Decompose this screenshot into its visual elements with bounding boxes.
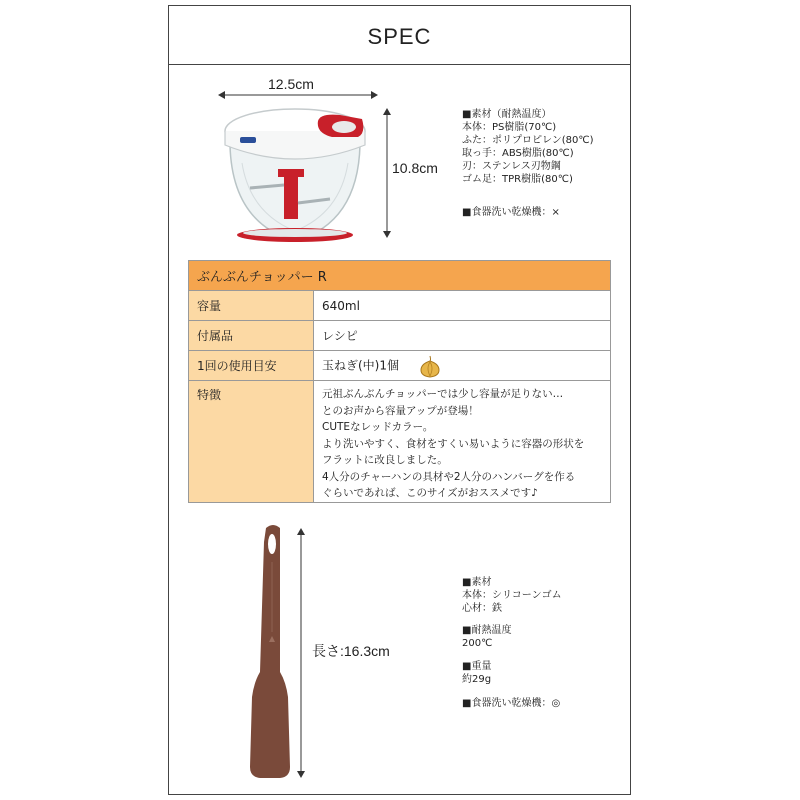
row-label: 容量 [189,291,314,321]
spatula-weight-value: 約29g [462,674,492,685]
onion-icon [417,354,443,378]
material-line: 刃：ステンレス刃物鋼 [462,161,561,172]
table-header-row [189,261,611,291]
spatula-materials [462,576,562,615]
chopper-width-label: 12.5cm [268,76,314,92]
material-line: ふた：ポリプロピレン(80℃) [462,135,594,146]
row-value: 640ml [314,291,611,321]
spatula-heat [462,624,511,650]
material-line: ゴム足：TPR樹脂(80℃) [462,174,573,185]
spatula-weight-title: ■重量 [462,661,492,672]
feature-line: CUTEなレッドカラー。 [322,421,434,433]
spatula-length-label: 長さ:16.3cm [312,643,390,659]
row-label: 1回の使用目安 [189,351,314,381]
row-value-cell [314,351,611,381]
spatula-heat-title: ■耐熱温度 [462,625,512,636]
title-bar [169,6,630,65]
material-line: ■素材（耐熱温度） [462,109,552,120]
material-line: 本体：PS樹脂(70℃) [462,122,557,133]
material-line: 取っ手：ABS樹脂(80℃) [462,148,574,159]
chopper-dishwasher: ■食器洗い乾燥機：× [462,207,560,218]
spatula-length-arrow [294,528,308,778]
row-label: 付属品 [189,321,314,351]
table-row-features [189,381,611,503]
feature-text [314,381,611,503]
row-value: レシピ [314,321,611,351]
feature-line: とのお声から容量アップが登場！ [322,404,479,417]
feature-line: 元祖ぶんぶんチョッパーでは少し容量が足りない… [322,388,564,400]
chopper-width-arrow [218,88,378,102]
spatula-material-line: 本体：シリコーンゴム [462,590,562,601]
feature-line: 4人分のチャーハンの具材や2人分のハンバーグを作る [322,470,576,483]
feature-line: より洗いやすく、食材をすくい易いように容器の形状を [322,437,585,450]
spatula-dishwasher: ■食器洗い乾燥機：◎ [462,698,561,709]
table-row [189,351,611,381]
spatula-weight [462,660,491,686]
spec-table [188,260,611,503]
table-row [189,321,611,351]
spatula-material-line: 心材：鉄 [462,603,502,614]
feature-line: フラットに改良しました。 [322,454,448,466]
spatula-material-title: ■素材 [462,577,492,588]
chopper-image [220,103,370,248]
chopper-height-label: 10.8cm [392,160,438,176]
row-label: 特徴 [189,381,314,503]
feature-line: ぐらいであれば、このサイズがおススメです♪ [322,487,538,499]
table-row [189,291,611,321]
page-title: SPEC [367,24,432,49]
chopper-materials [462,108,594,186]
row-value: 玉ねぎ(中)1個 [322,358,399,372]
product-name: ぶんぶんチョッパー R [189,261,611,291]
spatula-heat-value: 200℃ [462,638,493,649]
